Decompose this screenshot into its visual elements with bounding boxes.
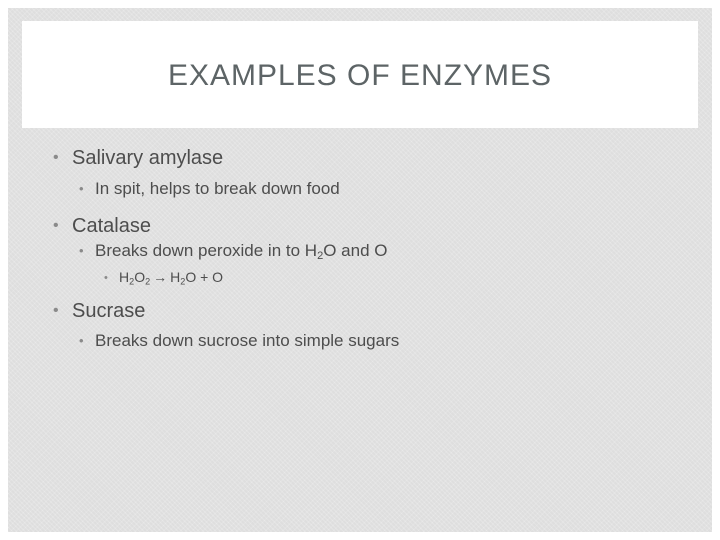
bullet-text: In spit, helps to break down food	[95, 179, 340, 198]
eq-o: O	[134, 269, 146, 285]
subscript: 2	[145, 276, 151, 287]
bullet-text: Salivary amylase	[72, 147, 224, 169]
bullet-breaks-down-peroxide	[79, 241, 387, 261]
subscript: 2	[317, 249, 324, 262]
bullet-text-before: Breaks down peroxide in to H	[95, 241, 318, 260]
bullet-sucrase	[53, 300, 145, 323]
bullet-in-spit	[79, 179, 340, 199]
bullet-text: Catalase	[72, 215, 151, 237]
subscript: 2	[180, 276, 186, 287]
bullet-dot-icon: •	[79, 181, 84, 196]
arrow-right-icon: →	[153, 269, 168, 285]
eq-h2: H	[170, 269, 181, 285]
bullet-equation	[104, 269, 223, 285]
bullet-dot-icon: •	[104, 272, 108, 284]
bullet-dot-icon: •	[53, 217, 59, 234]
bullet-dot-icon: •	[53, 302, 59, 319]
slide-title: EXAMPLES OF ENZYMES	[167, 58, 553, 92]
subscript: 2	[129, 276, 135, 287]
bullet-breaks-down-sucrose	[79, 331, 399, 351]
eq-h: H	[119, 269, 130, 285]
bullet-dot-icon: •	[79, 243, 84, 258]
bullet-dot-icon: •	[53, 149, 59, 166]
eq-rest: O + O	[185, 269, 224, 285]
bullet-catalase	[53, 215, 151, 238]
slide	[8, 8, 712, 532]
bullet-text: Breaks down sucrose into simple sugars	[95, 331, 400, 350]
bullet-dot-icon: •	[79, 333, 84, 348]
bullet-text-after: O and O	[323, 241, 388, 260]
bullet-salivary-amylase	[53, 147, 223, 170]
bullet-text: Sucrase	[72, 300, 146, 322]
slide-content	[8, 8, 712, 532]
